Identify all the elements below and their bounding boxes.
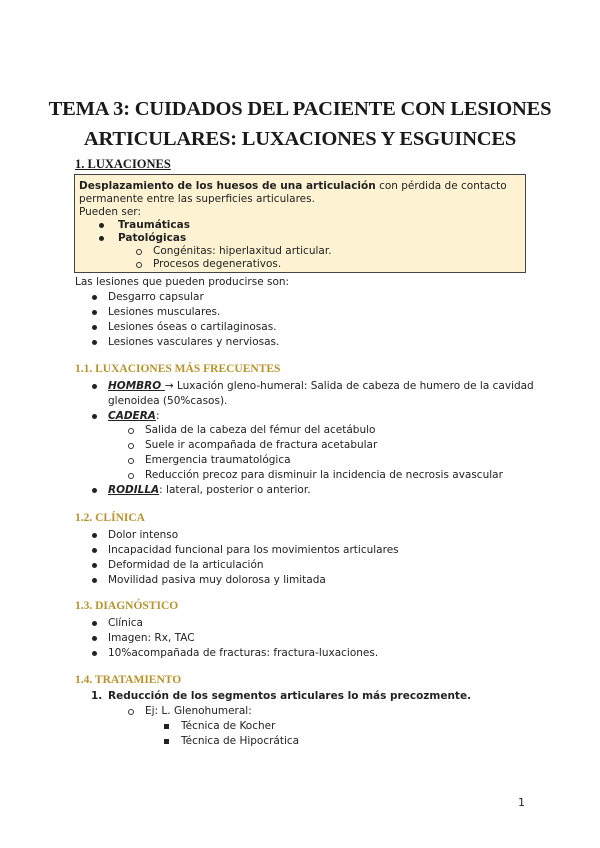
- hombro-label: HOMBRO: [108, 380, 165, 392]
- treatment-example: Ej: L. Glenohumeral:: [145, 705, 252, 717]
- bullet-icon: [99, 223, 104, 228]
- hombro-text: → Luxación gleno-humeral: Salida de cabeza de humero de la cavidad: [164, 380, 534, 392]
- definition-line-1: [79, 180, 521, 193]
- bullet-icon: [92, 636, 97, 641]
- title-line-1: TEMA 3: CUIDADOS DEL PACIENTE CON LESIONES: [48, 98, 552, 120]
- list-item: Técnica de Hipocrática: [181, 735, 300, 747]
- bullet-icon: [92, 651, 97, 656]
- definition-rest: con pérdida de contacto: [375, 180, 507, 192]
- list-item: Desgarro capsular: [108, 291, 204, 303]
- list-item: Clínica: [108, 617, 143, 629]
- bullet-icon: [92, 488, 97, 493]
- section-heading-clinica: 1.2. CLÍNICA: [75, 512, 145, 524]
- rodilla-label: RODILLA: [108, 484, 160, 496]
- circle-bullet-icon: [128, 473, 134, 479]
- rodilla-text: : lateral, posterior o anterior.: [159, 484, 311, 496]
- definition-line-2: permanente entre las superficies articulares.: [79, 193, 315, 205]
- circle-bullet-icon: [128, 458, 134, 464]
- list-item: Imagen: Rx, TAC: [108, 632, 195, 644]
- treatment-step-1: Reducción de los segmentos articulares lo más precozmente.: [108, 690, 472, 702]
- list-item: Emergencia traumatológica: [145, 454, 291, 466]
- pueden-ser-label: Pueden ser:: [79, 206, 141, 218]
- circle-bullet-icon: [136, 262, 142, 268]
- rodilla-line: [108, 483, 311, 498]
- list-item: Reducción precoz para disminuir la incidencia de necrosis avascular: [145, 469, 503, 481]
- page-title: [0, 94, 600, 154]
- list-item: Deformidad de la articulación: [108, 559, 264, 571]
- circle-bullet-icon: [128, 709, 134, 715]
- page-number: 1: [518, 796, 525, 809]
- definition-box: [74, 174, 526, 273]
- cadera-colon: :: [155, 410, 160, 422]
- cadera-label: CADERA: [108, 410, 156, 422]
- list-item: 10%acompañada de fracturas: fractura-luxaciones.: [108, 647, 379, 659]
- list-item: Suele ir acompañada de fractura acetabular: [145, 439, 378, 451]
- bullet-icon: [92, 533, 97, 538]
- title-line-2: ARTICULARES: LUXACIONES Y ESGUINCES: [83, 128, 517, 150]
- bullet-icon: [99, 236, 104, 241]
- subtype-degenerativos: Procesos degenerativos.: [153, 258, 282, 270]
- circle-bullet-icon: [128, 428, 134, 434]
- bullet-icon: [92, 621, 97, 626]
- bullet-icon: [92, 548, 97, 553]
- bullet-icon: [92, 310, 97, 315]
- circle-bullet-icon: [128, 443, 134, 449]
- list-item: Salida de la cabeza del fémur del acetábulo: [145, 424, 376, 436]
- section-heading-diagnostico: 1.3. DIAGNÓSTICO: [75, 600, 179, 612]
- bullet-icon: [92, 414, 97, 419]
- list-item: Movilidad pasiva muy dolorosa y limitada: [108, 574, 326, 586]
- bullet-icon: [92, 578, 97, 583]
- section-heading-tratamiento: 1.4. TRATAMIENTO: [75, 674, 182, 686]
- bullet-icon: [92, 340, 97, 345]
- bullet-icon: [92, 384, 97, 389]
- list-item: Lesiones musculares.: [108, 306, 221, 318]
- list-item: Lesiones óseas o cartilaginosas.: [108, 321, 277, 333]
- square-bullet-icon: [164, 724, 169, 729]
- bullet-icon: [92, 563, 97, 568]
- list-item: Dolor intenso: [108, 529, 179, 541]
- definition-bold: Desplazamiento de los huesos de una articulación: [79, 180, 376, 192]
- list-item: Lesiones vasculares y nerviosas.: [108, 336, 280, 348]
- list-item: Técnica de Kocher: [181, 720, 276, 732]
- list-item: Incapacidad funcional para los movimientos articulares: [108, 544, 399, 556]
- lesiones-intro: Las lesiones que pueden producirse son:: [75, 276, 290, 288]
- bullet-icon: [92, 325, 97, 330]
- section-heading-luxaciones: 1. LUXACIONES: [75, 157, 171, 171]
- subtype-congenitas: Congénitas: hiperlaxitud articular.: [153, 245, 332, 257]
- circle-bullet-icon: [136, 249, 142, 255]
- type-patologicas: Patológicas: [118, 232, 187, 244]
- section-heading-frecuentes: 1.1. LUXACIONES MÁS FRECUENTES: [75, 363, 281, 375]
- type-traumaticas: Traumáticas: [118, 219, 190, 231]
- step-number: 1.: [91, 690, 103, 702]
- hombro-line-2: glenoidea (50%casos).: [108, 395, 228, 407]
- cadera-line: [108, 409, 159, 424]
- square-bullet-icon: [164, 739, 169, 744]
- hombro-line: [108, 379, 534, 394]
- bullet-icon: [92, 295, 97, 300]
